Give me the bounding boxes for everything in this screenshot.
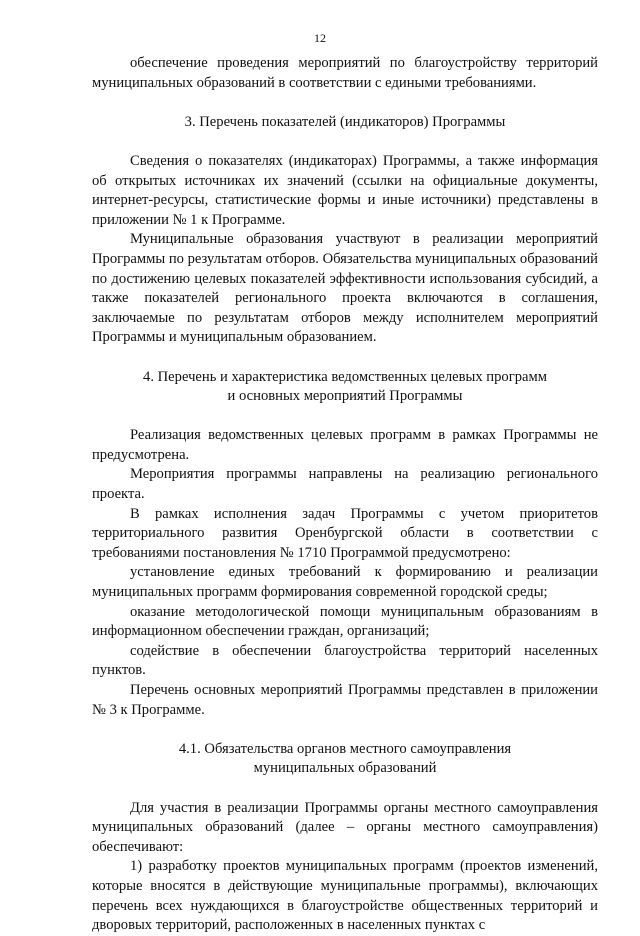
section-heading-line: 4.1. Обязательства органов местного самоуправления (178, 740, 512, 757)
section-spacer (92, 779, 598, 799)
section-heading (92, 740, 598, 779)
paragraph: В рамках исполнения задач Программы с учетом приоритетов территориального развития Оренбургской области в соответствии с требованиями постановления № 1710 Программой предусмотрено: (92, 505, 598, 561)
paragraph: Для участия в реализации Программы органы местного самоуправления муниципальных образований (далее – органы местного самоуправления) обеспечивают: (92, 799, 598, 855)
paragraph: установление единых требований к формированию и реализации муниципальных программ формирования современной городской среды; (92, 564, 598, 601)
section-heading (92, 368, 598, 407)
section-heading (92, 113, 598, 133)
section-spacer (92, 132, 598, 152)
paragraph: Реализация ведомственных целевых программ в рамках Программы не предусмотрена. (92, 427, 598, 463)
section-spacer (92, 407, 598, 427)
section-heading-line: 4. Перечень и характеристика ведомственных целевых программ (143, 368, 547, 385)
section-spacer (92, 348, 598, 368)
section-heading-line: и основных мероприятий Программы (227, 388, 463, 405)
paragraph: оказание методологической помощи муниципальным образованиям в информационном обеспечении граждан, организаций; (92, 603, 598, 640)
page-body (92, 54, 598, 936)
section-spacer (92, 93, 598, 113)
paragraph: Перечень основных мероприятий Программы представлен в приложении № 3 к Программе. (92, 682, 598, 718)
paragraph: содействие в обеспечении благоустройства территорий населенных пунктов. (92, 642, 598, 679)
paragraph: Муниципальные образования участвуют в реализации мероприятий Программы по результатам отборов. Обязательства муниципальных образований по достижению целевых показателей эффективности использования субсидий, а также показателей регионального проекта включаются в соглашения, заключаемые по результатам отборов между исполнителем мероприятий Программы и муниципальным образованием. (92, 231, 598, 346)
section-heading-line: 3. Перечень показателей (индикаторов) Программы (184, 113, 506, 130)
paragraph: 1) разработку проектов муниципальных программ (проектов изменений, которые вносятся в действующие муниципальные программы), включающих перечень всех нуждающихся в благоустройстве общественных территорий и дворовых территорий, расположенных в населенных пунктах с (92, 858, 598, 934)
paragraph: Сведения о показателях (индикаторах) Программы, а также информация об открытых источниках их значений (ссылки на официальные документы, интернет-ресурсы, статистические формы и иные источники) представлены в приложении № 1 к Программе. (92, 152, 598, 228)
page-number: 12 (314, 31, 326, 45)
section-heading-line: муниципальных образований (253, 760, 437, 777)
paragraph: обеспечение проведения мероприятий по благоустройству территорий муниципальных образований в соответствии с едиными требованиями. (92, 55, 598, 91)
section-spacer (92, 720, 598, 740)
paragraph: Мероприятия программы направлены на реализацию регионального проекта. (92, 466, 598, 503)
